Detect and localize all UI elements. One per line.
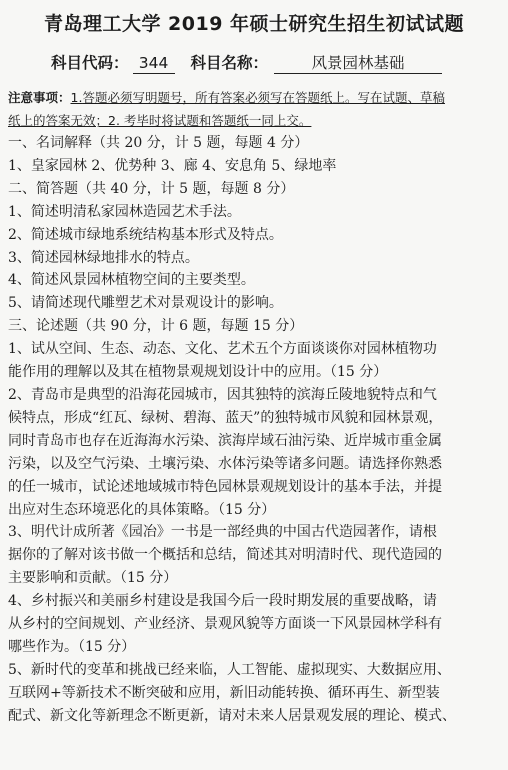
question-line: 1、皇家园林 2、优势种 3、廊 4、安息角 5、绿地率: [8, 157, 337, 174]
question-line: 1、简述明清私家园林造园艺术手法。: [8, 203, 241, 220]
question-line: 据你的了解对该书做一个概括和总结，简述其对明清时代、现代造园的: [8, 547, 442, 564]
question-line: 5、请简述现代雕塑艺术对景观设计的影响。: [8, 295, 283, 312]
notice-prefix: 1.: [70, 90, 83, 105]
question-line: 出应对生态环境恶化的具体策略。（15 分）: [8, 501, 276, 518]
question-line: 2、简述城市绿地系统结构基本形式及特点。: [8, 226, 283, 243]
section-heading: 二、简答题（共 40 分，计 5 题，每题 8 分）: [8, 180, 295, 197]
question-line: 的任一城市，试论述地域城市特色园林景观规划设计的基本手法，并提: [8, 478, 442, 495]
question-line: 主要影响和贡献。（15 分）: [8, 570, 178, 587]
exam-title: 青岛理工大学 2019 年硕士研究生招生初试试题: [43, 13, 465, 35]
question-line: 3、简述园林绿地排水的特点。: [8, 249, 199, 266]
question-line: 能作用的理解以及其在植物景观规划设计中的应用。（15 分）: [8, 364, 388, 381]
question-line: 同时青岛市也存在近海海水污染、滨海岸域石油污染、近岸城市重金属: [8, 432, 442, 449]
question-line: 2、青岛市是典型的沿海花园城市，因其独特的滨海丘陵地貌特点和气: [8, 386, 437, 403]
section-heading: 三、论述题（共 90 分，计 6 题，每题 15 分）: [8, 318, 304, 335]
notice-line-2: [8, 109, 500, 132]
exam-content: [8, 132, 500, 728]
question-line: 配式、新文化等新理念不断更新，请对未来人居景观发展的理论、模式、: [8, 707, 456, 724]
notice-text-2: 纸上的答案无效；2. 考毕时将试题和答题纸一同上交。: [8, 113, 312, 128]
question-line: 5、新时代的变革和挑战已经来临，人工智能、虚拟现实、大数据应用、: [8, 661, 451, 678]
notice-line-1: [8, 86, 500, 109]
question-line: 从乡村的空间规划、产业经济、景观风貌等方面谈一下风景园林学科有: [8, 616, 442, 633]
question-line: 4、简述风景园林植物空间的主要类型。: [8, 272, 255, 289]
question-line: 3、明代计成所著《园冶》一书是一部经典的中国古代造园著作，请根: [8, 524, 437, 541]
subject-info: [8, 48, 500, 84]
question-line: 4、乡村振兴和美丽乡村建设是我国今后一段时期发展的重要战略，请: [8, 593, 437, 610]
subject-name: 风景园林基础: [274, 53, 442, 74]
subject-name-label: 科目名称：: [190, 54, 269, 72]
question-line: 哪些作为。（15 分）: [8, 638, 136, 655]
notice-text-1: 答题必须写明题号，所有答案必须写在答题纸上。写在试题、草稿: [82, 90, 445, 105]
notice-label: 注意事项：: [8, 90, 71, 105]
subject-code-label: 科目代码：: [51, 54, 129, 72]
notice-block: [8, 86, 500, 132]
question-line: 污染，以及空气污染、土壤污染、水体污染等诸多问题。请选择你熟悉: [8, 455, 442, 472]
question-line: 候特点，形成“红瓦、绿树、碧海、蓝天”的独特城市风貌和园林景观，: [8, 409, 443, 426]
subject-code: 344: [133, 53, 175, 74]
question-line: 互联网+等新技术不断突破和应用，新旧动能转换、循环再生、新型装: [8, 684, 440, 701]
section-heading: 一、名词解释（共 20 分，计 5 题，每题 4 分）: [8, 135, 309, 151]
question-line: 1、试从空间、生态、动态、文化、艺术五个方面谈谈你对园林植物功: [8, 341, 437, 358]
